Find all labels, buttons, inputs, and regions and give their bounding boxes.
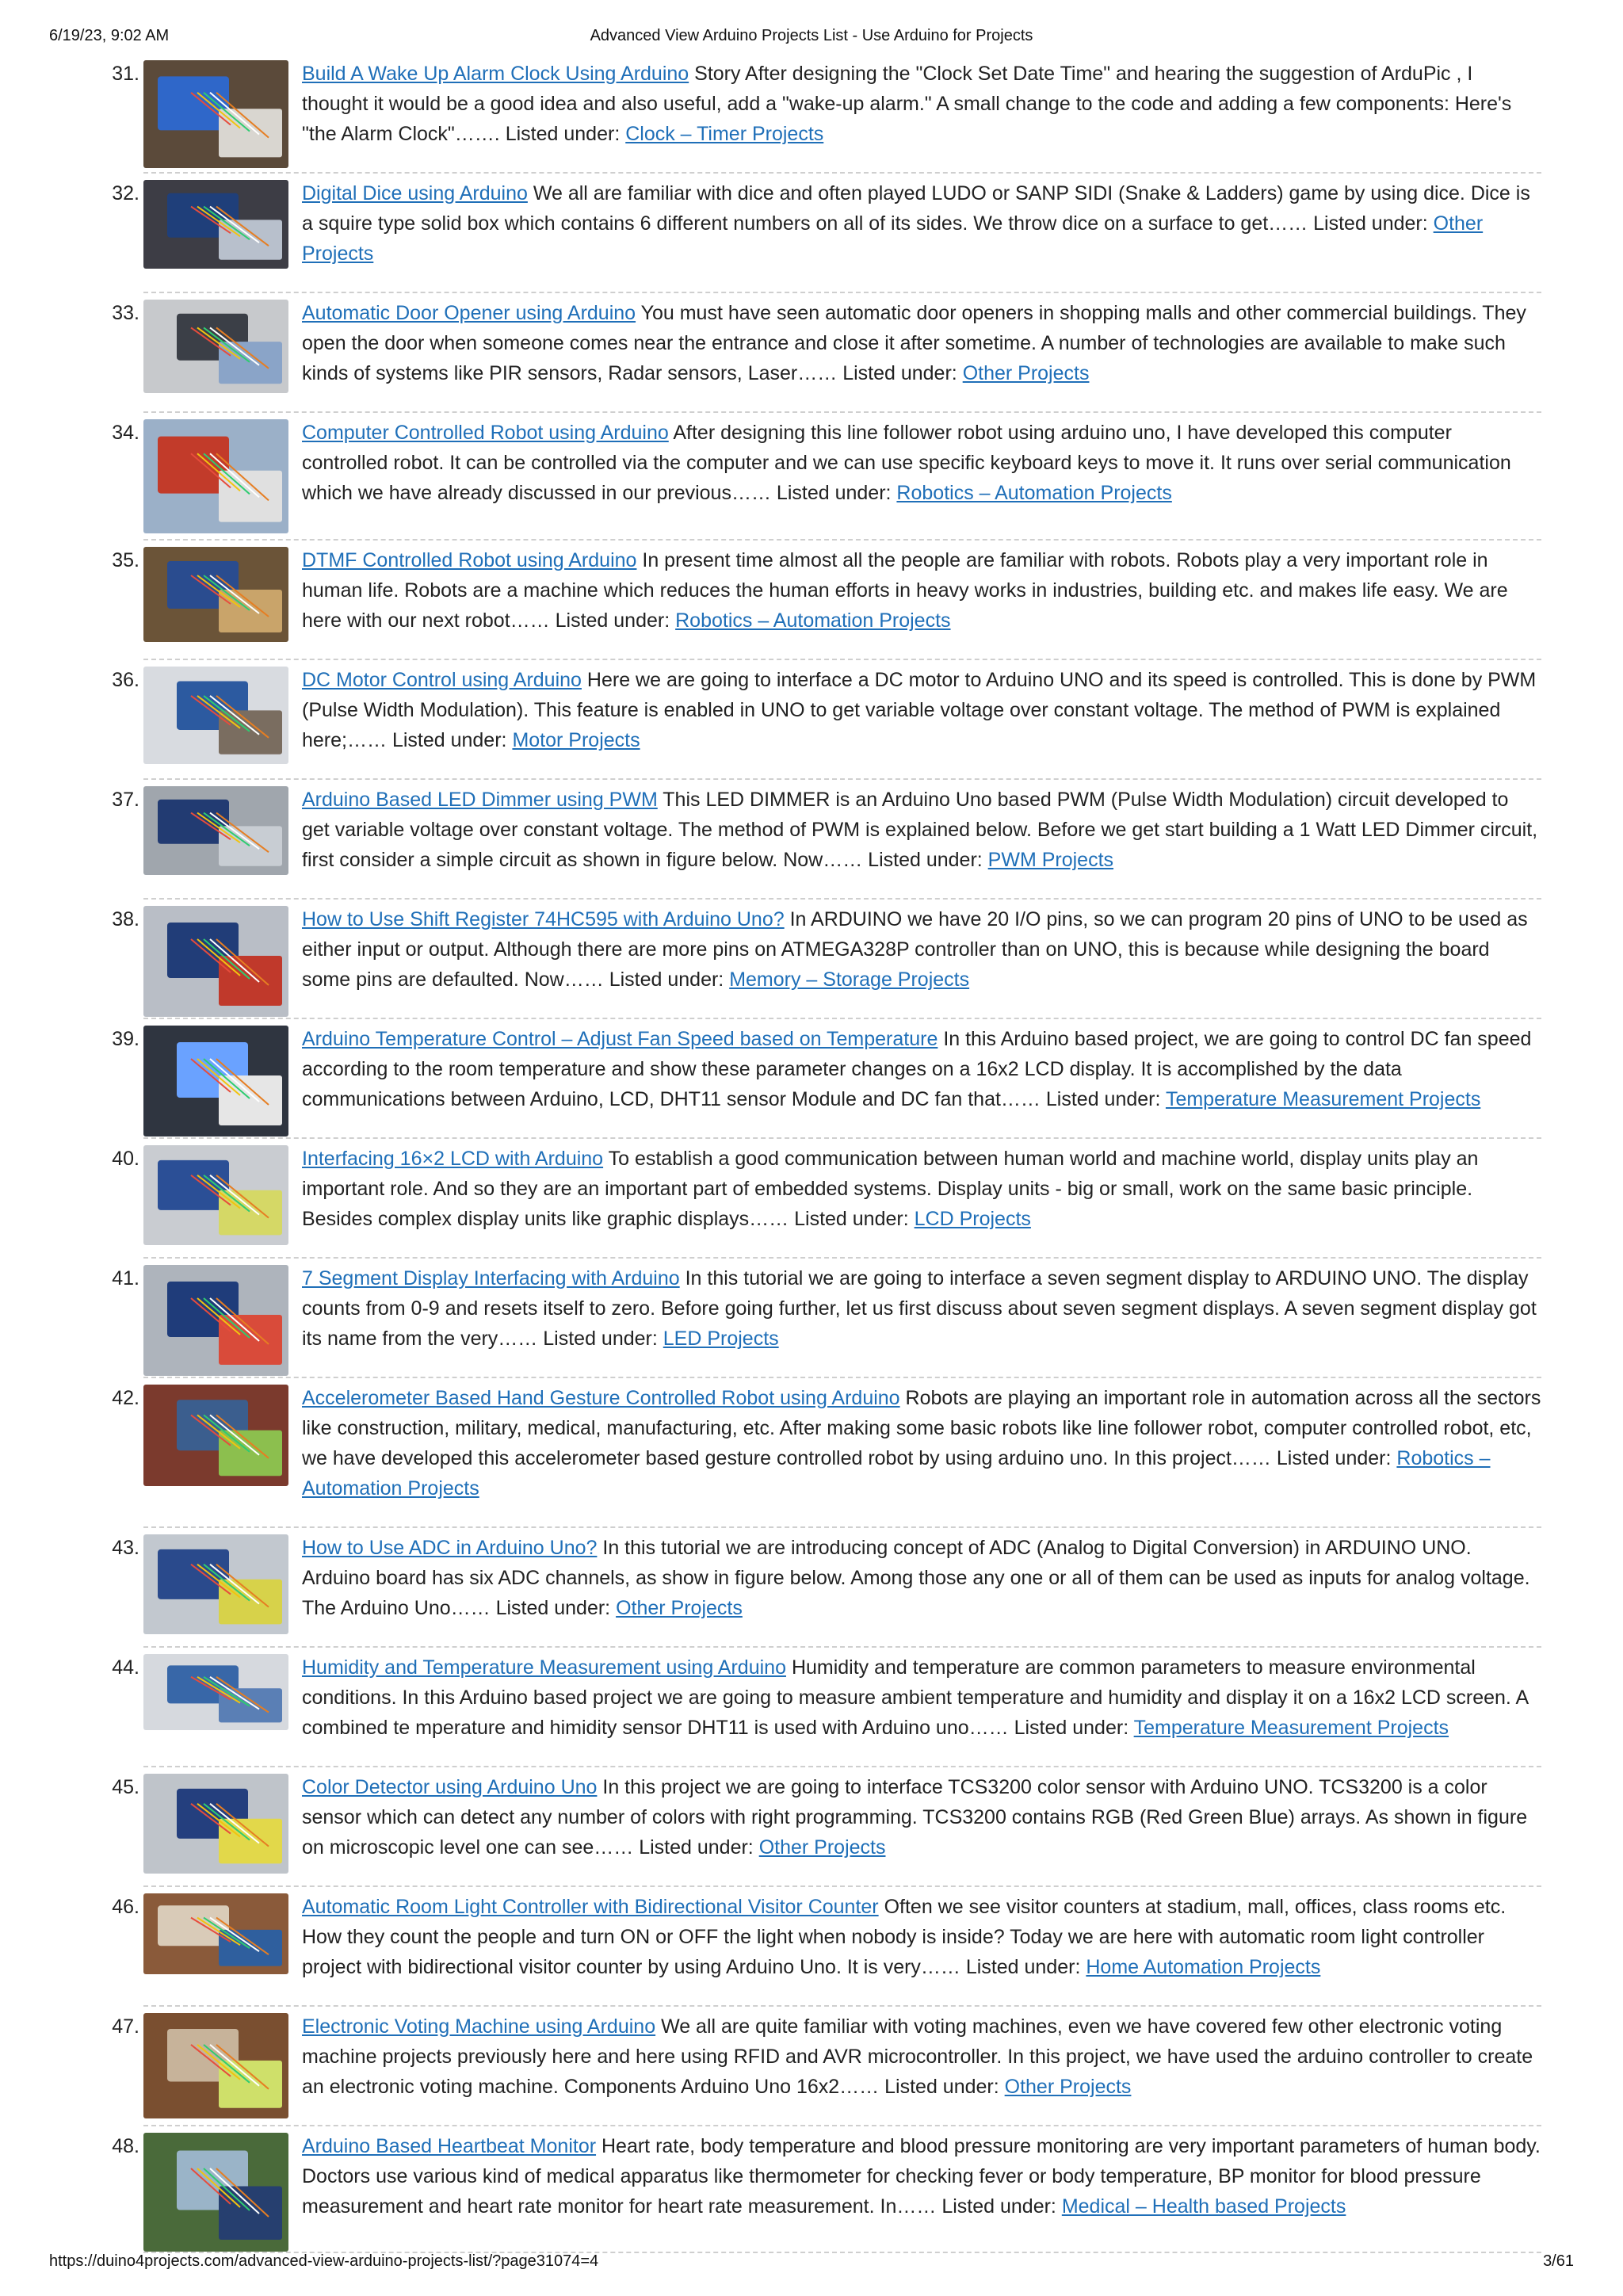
project-thumbnail[interactable] bbox=[143, 180, 288, 269]
project-thumbnail-image bbox=[143, 180, 288, 269]
project-thumbnail[interactable] bbox=[143, 1893, 288, 1974]
project-description: We all are familiar with dice and often played LUDO or SANP SIDI (Snake & Ladders) game by using dice. Dice is a squire type solid box which contains 6 different numbers on all of its sides. We throw dice on a surface to get…… bbox=[302, 182, 1530, 235]
project-summary bbox=[302, 1533, 1541, 1623]
project-title-link[interactable]: DTMF Controlled Robot using Arduino bbox=[302, 549, 637, 571]
category-link[interactable]: Robotics – Automation Projects bbox=[675, 609, 951, 632]
project-list-item bbox=[112, 1887, 1541, 2007]
item-number: 39. bbox=[112, 1028, 139, 1050]
project-title-link[interactable]: Arduino Based LED Dimmer using PWM bbox=[302, 789, 658, 811]
project-description: In this tutorial we are going to interface a seven segment display to ARDUINO UNO. The display counts from 0-9 and resets itself to zero. Before going further, let us first discuss about seven segment displays. A seven segment display got its name from the very…… bbox=[302, 1267, 1537, 1350]
project-description: In this tutorial we are introducing concept of ADC (Analog to Digital Conversion) in ARDUINO UNO. Arduino board has six ADC channels, as show in figure below. Among those any one or all of them can be used as inputs for analog voltage. The Arduino Uno…… bbox=[302, 1537, 1530, 1619]
listed-under-label: Listed under: bbox=[555, 609, 670, 632]
project-list-item bbox=[112, 1528, 1541, 1648]
project-description: Heart rate, body temperature and blood pressure monitoring are very important parameters of human body. Doctors use various kind of medical apparatus like thermometer for checking fever or body temperature, BP monitor for blood pressure measurement and heart rate monitor for heart rate measurement. In…… bbox=[302, 2135, 1541, 2218]
project-title-link[interactable]: Arduino Based Heartbeat Monitor bbox=[302, 2135, 597, 2157]
category-link[interactable]: Other Projects bbox=[302, 212, 1484, 265]
project-summary bbox=[302, 1652, 1541, 1743]
project-summary bbox=[302, 545, 1541, 636]
category-link[interactable]: Motor Projects bbox=[512, 729, 640, 751]
project-thumbnail-image bbox=[143, 547, 288, 642]
category-link[interactable]: LCD Projects bbox=[914, 1208, 1031, 1230]
project-thumbnail-image bbox=[143, 1265, 288, 1376]
project-thumbnail[interactable] bbox=[143, 1774, 288, 1874]
project-description: This LED DIMMER is an Arduino Uno based PWM (Pulse Width Modulation) circuit developed to get variable voltage over constant voltage. The method of PWM is explained below. Before we get start building a 1 Watt LED Dimmer circuit, first consider a simple circuit as shown in figure below. Now…… bbox=[302, 789, 1538, 871]
category-link[interactable]: Other Projects bbox=[1004, 2076, 1132, 2098]
project-title-link[interactable]: Color Detector using Arduino Uno bbox=[302, 1776, 598, 1798]
project-description: In this Arduino based project, we are going to control DC fan speed according to the room temperature and show these parameter changes on a 16x2 LCD display. It is accomplished by the data communications between Arduino, LCD, DHT11 sensor Module and DC fan that…… bbox=[302, 1028, 1532, 1110]
listed-under-label: Listed under: bbox=[543, 1328, 658, 1350]
project-description: In this project we are going to interface TCS3200 color sensor with Arduino UNO. TCS3200 is a color sensor which can detect any number of colors with right programming. TCS3200 contains RGB (Red Green Blue) arrays. As shown in figure on microscopic level one can see…… bbox=[302, 1776, 1528, 1859]
page-title: Advanced View Arduino Projects List - Use Arduino for Projects bbox=[590, 27, 1033, 44]
listed-under-label: Listed under: bbox=[495, 1597, 611, 1619]
listed-under-label: Listed under: bbox=[884, 2076, 999, 2098]
project-thumbnail[interactable] bbox=[143, 547, 288, 642]
listed-under-label: Listed under: bbox=[1045, 1088, 1161, 1110]
item-number: 35. bbox=[112, 549, 139, 571]
item-number: 36. bbox=[112, 669, 139, 691]
category-link[interactable]: Temperature Measurement Projects bbox=[1165, 1088, 1481, 1110]
item-number: 31. bbox=[112, 63, 139, 85]
item-number: 38. bbox=[112, 908, 139, 930]
listed-under-label: Listed under: bbox=[609, 968, 724, 991]
project-thumbnail-image bbox=[143, 1026, 288, 1137]
project-thumbnail[interactable] bbox=[143, 419, 288, 533]
project-description: Here we are going to interface a DC motor to Arduino UNO and its speed is controlled. This is done by PWM (Pulse Width Modulation). This feature is enabled in UNO to get variable voltage over constant voltage. The method of PWM is explained here;…… bbox=[302, 669, 1537, 751]
project-list bbox=[0, 54, 1623, 2253]
listed-under-label: Listed under: bbox=[1014, 1717, 1129, 1739]
item-number: 32. bbox=[112, 182, 139, 204]
listed-under-label: Listed under: bbox=[391, 729, 507, 751]
project-thumbnail-image bbox=[143, 906, 288, 1017]
item-number: 43. bbox=[112, 1537, 139, 1559]
project-summary bbox=[302, 785, 1541, 875]
project-list-item bbox=[112, 541, 1541, 660]
listed-under-label: Listed under: bbox=[639, 1836, 754, 1859]
listed-under-label: Listed under: bbox=[1313, 212, 1428, 235]
project-thumbnail[interactable] bbox=[143, 2013, 288, 2118]
project-thumbnail-image bbox=[143, 1654, 288, 1730]
page-url: https://duino4projects.com/advanced-view-arduino-projects-list/?page31074=4 bbox=[49, 2252, 599, 2270]
project-summary bbox=[302, 59, 1541, 149]
project-thumbnail[interactable] bbox=[143, 1385, 288, 1486]
project-thumbnail[interactable] bbox=[143, 1265, 288, 1376]
project-thumbnail[interactable] bbox=[143, 667, 288, 764]
project-thumbnail[interactable] bbox=[143, 906, 288, 1017]
category-link[interactable]: Other Projects bbox=[616, 1597, 743, 1619]
project-summary bbox=[302, 418, 1541, 508]
project-list-item bbox=[112, 1019, 1541, 1139]
project-summary bbox=[302, 1383, 1541, 1503]
category-link[interactable]: PWM Projects bbox=[987, 849, 1114, 871]
project-list-item bbox=[112, 413, 1541, 541]
item-number: 40. bbox=[112, 1148, 139, 1170]
project-thumbnail-image bbox=[143, 1774, 288, 1874]
project-thumbnail[interactable] bbox=[143, 1534, 288, 1634]
listed-under-label: Listed under: bbox=[776, 482, 892, 504]
project-title-link[interactable]: Accelerometer Based Hand Gesture Controlled Robot using Arduino bbox=[302, 1387, 900, 1409]
project-description: After designing this line follower robot using arduino uno, I have developed this computer controlled robot. It can be controlled via the computer and we can use specific keyboard keys to move it. It runs over serial communication which we have already discussed in our previous…… bbox=[302, 422, 1511, 504]
project-thumbnail-image bbox=[143, 300, 288, 393]
project-title-link[interactable]: Build A Wake Up Alarm Clock Using Arduino bbox=[302, 63, 689, 85]
project-list-item bbox=[112, 2126, 1541, 2253]
project-summary bbox=[302, 298, 1541, 388]
project-thumbnail-image bbox=[143, 1893, 288, 1974]
project-description: To establish a good communication between human world and machine world, display units play an important role. And so they are an important part of embedded systems. Display units - big or small, work on the same basic principle. Besides complex display units like graphic displays…… bbox=[302, 1148, 1479, 1230]
item-number: 42. bbox=[112, 1387, 139, 1409]
listed-under-label: Listed under: bbox=[794, 1208, 909, 1230]
item-number: 46. bbox=[112, 1896, 139, 1918]
project-list-item bbox=[112, 900, 1541, 1019]
project-list-item bbox=[112, 1139, 1541, 1259]
category-link[interactable]: Memory – Storage Projects bbox=[729, 968, 970, 991]
project-thumbnail[interactable] bbox=[143, 786, 288, 875]
listed-under-label: Listed under: bbox=[505, 123, 621, 145]
print-footer bbox=[49, 2252, 1574, 2275]
project-title-link[interactable]: Digital Dice using Arduino bbox=[302, 182, 528, 204]
project-list-item bbox=[112, 174, 1541, 293]
project-thumbnail-image bbox=[143, 2133, 288, 2252]
project-list-item bbox=[112, 1648, 1541, 1767]
project-summary bbox=[302, 1263, 1541, 1354]
item-number: 48. bbox=[112, 2135, 139, 2157]
project-thumbnail-image bbox=[143, 419, 288, 533]
project-summary bbox=[302, 1144, 1541, 1234]
item-number: 41. bbox=[112, 1267, 139, 1289]
item-number: 44. bbox=[112, 1656, 139, 1679]
category-link[interactable]: Medical – Health based Projects bbox=[1061, 2195, 1346, 2218]
listed-under-label: Listed under: bbox=[842, 362, 957, 384]
category-link[interactable]: LED Projects bbox=[663, 1328, 779, 1350]
project-description: Robots are playing an important role in automation across all the sectors like construction, military, medical, manufacturing, etc. After making some basic robots like line follower robot, computer controlled robot, etc, we have developed this accelerometer based gesture controlled robot by using arduino uno. In this project…… bbox=[302, 1387, 1541, 1469]
project-summary bbox=[302, 2131, 1541, 2222]
print-datetime: 6/19/23, 9:02 AM bbox=[49, 27, 170, 44]
project-title-link[interactable]: Computer Controlled Robot using Arduino bbox=[302, 422, 669, 444]
project-title-link[interactable]: How to Use Shift Register 74HC595 with Arduino Uno? bbox=[302, 908, 785, 930]
project-title-link[interactable]: Humidity and Temperature Measurement using Arduino bbox=[302, 1656, 786, 1679]
project-thumbnail[interactable] bbox=[143, 300, 288, 393]
project-description: Story After designing the "Clock Set Date Time" and hearing the suggestion of ArduPic , I thought it would be a good idea and also useful, add a "wake-up alarm." A small change to the code and adding a few components: Here's "the Alarm Clock"……. bbox=[302, 63, 1512, 145]
listed-under-label: Listed under: bbox=[941, 2195, 1056, 2218]
project-title-link[interactable]: Interfacing 16×2 LCD with Arduino bbox=[302, 1148, 604, 1170]
project-description: We all are quite familiar with voting machines, even we have covered few other electronic voting machine projects previously here and here using RFID and AVR microcontroller. In this project, we have used the arduino controller to create an electronic voting machine. Components Arduino Uno 16x2…… bbox=[302, 2015, 1533, 2098]
project-list-item bbox=[112, 2007, 1541, 2126]
project-thumbnail-image bbox=[143, 1145, 288, 1245]
category-link[interactable]: Robotics – Automation Projects bbox=[896, 482, 1172, 504]
project-list-item bbox=[112, 293, 1541, 413]
project-title-link[interactable]: Automatic Room Light Controller with Bidirectional Visitor Counter bbox=[302, 1896, 879, 1918]
project-summary bbox=[302, 1892, 1541, 1982]
page-number: 3/61 bbox=[1543, 2252, 1574, 2270]
project-thumbnail[interactable] bbox=[143, 60, 288, 168]
project-summary bbox=[302, 178, 1541, 269]
category-link[interactable]: Robotics – Automation Projects bbox=[302, 1447, 1491, 1499]
project-title-link[interactable]: DC Motor Control using Arduino bbox=[302, 669, 582, 691]
project-title-link[interactable]: 7 Segment Display Interfacing with Arduino bbox=[302, 1267, 680, 1289]
project-list-item bbox=[112, 660, 1541, 780]
project-summary bbox=[302, 665, 1541, 755]
category-link[interactable]: Other Projects bbox=[962, 362, 1090, 384]
item-number: 33. bbox=[112, 302, 139, 324]
project-description: Often we see visitor counters at stadium, mall, offices, class rooms etc. How they count the people and turn ON or OFF the light when nobody is inside? Today we are here with automatic room light controller project with bidirectional visitor counter by using Arduino Uno. It is very…… bbox=[302, 1896, 1507, 1978]
print-header bbox=[49, 27, 1574, 49]
project-title-link[interactable]: How to Use ADC in Arduino Uno? bbox=[302, 1537, 598, 1559]
project-thumbnail-image bbox=[143, 1385, 288, 1486]
project-thumbnail-image bbox=[143, 1534, 288, 1634]
project-thumbnail-image bbox=[143, 60, 288, 168]
project-list-item bbox=[112, 54, 1541, 174]
project-description: In present time almost all the people are familiar with robots. Robots play a very important role in human life. Robots are a machine which reduces the human efforts in heavy works in industries, building etc. and makes life easy. We are here with our next robot…… bbox=[302, 549, 1508, 632]
project-title-link[interactable]: Electronic Voting Machine using Arduino bbox=[302, 2015, 656, 2038]
project-list-item bbox=[112, 1767, 1541, 1887]
listed-under-label: Listed under: bbox=[868, 849, 983, 871]
project-list-item bbox=[112, 1259, 1541, 1378]
project-description: Humidity and temperature are common parameters to measure environmental conditions. In this Arduino based project we are going to measure ambient temperature and humidity and display it on a 16x2 LCD screen. A combined te mperature and himidity sensor DHT11 is used with Arduino uno…… bbox=[302, 1656, 1528, 1739]
project-summary bbox=[302, 2011, 1541, 2102]
project-thumbnail[interactable] bbox=[143, 1654, 288, 1730]
item-number: 34. bbox=[112, 422, 139, 444]
project-description: In ARDUINO we have 20 I/O pins, so we can program 20 pins of UNO to be used as either input or output. Although there are more pins on ATMEGA328P controller than on UNO, this is because while designing the board some pins are defaulted. Now…… bbox=[302, 908, 1528, 991]
listed-under-label: Listed under: bbox=[1276, 1447, 1392, 1469]
project-description: You must have seen automatic door openers in shopping malls and other commercial buildings. They open the door when someone comes near the entrance and close it after sometime. A number of technologies are available to make such kinds of systems like PIR sensors, Radar sensors, Laser…… bbox=[302, 302, 1526, 384]
project-summary bbox=[302, 904, 1541, 995]
project-thumbnail-image bbox=[143, 667, 288, 764]
category-link[interactable]: Other Projects bbox=[758, 1836, 886, 1859]
item-number: 45. bbox=[112, 1776, 139, 1798]
category-link[interactable]: Clock – Timer Projects bbox=[625, 123, 824, 145]
project-thumbnail-image bbox=[143, 2013, 288, 2118]
project-list-item bbox=[112, 1378, 1541, 1528]
project-summary bbox=[302, 1024, 1541, 1114]
project-title-link[interactable]: Automatic Door Opener using Arduino bbox=[302, 302, 636, 324]
item-number: 37. bbox=[112, 789, 139, 811]
project-thumbnail[interactable] bbox=[143, 1026, 288, 1137]
project-thumbnail[interactable] bbox=[143, 2133, 288, 2252]
project-list-item bbox=[112, 780, 1541, 900]
project-title-link[interactable]: Arduino Temperature Control – Adjust Fan Speed based on Temperature bbox=[302, 1028, 938, 1050]
item-number: 47. bbox=[112, 2015, 139, 2038]
project-thumbnail[interactable] bbox=[143, 1145, 288, 1245]
project-summary bbox=[302, 1772, 1541, 1862]
category-link[interactable]: Home Automation Projects bbox=[1086, 1956, 1321, 1978]
project-thumbnail-image bbox=[143, 786, 288, 875]
category-link[interactable]: Temperature Measurement Projects bbox=[1133, 1717, 1449, 1739]
listed-under-label: Listed under: bbox=[965, 1956, 1081, 1978]
